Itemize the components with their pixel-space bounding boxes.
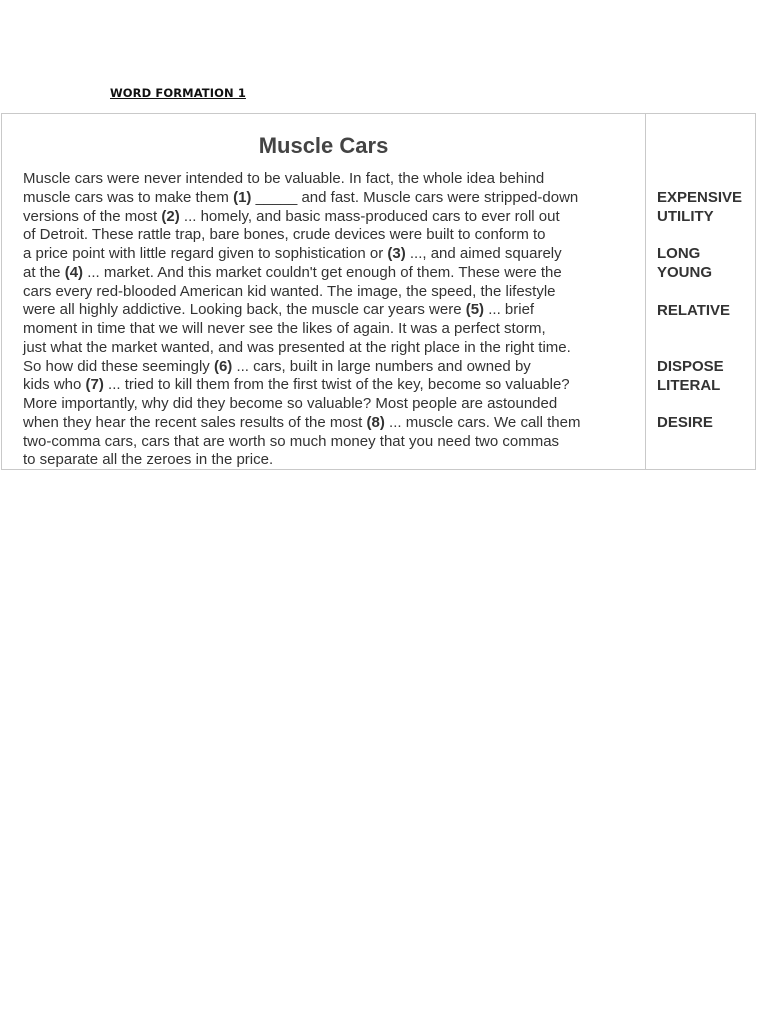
exercise-table [1,113,756,470]
gap-number: (8) [366,413,385,431]
passage-text-segment: ... cars, built in large numbers and owned by [232,357,531,375]
passage-text-segment: to separate all the zeroes in the price. [23,451,274,469]
word-bank-item: LONG [657,245,701,263]
passage-line [23,414,638,433]
passage-text-segment: ... homely, and basic mass-produced cars to ever roll out [179,207,560,225]
gap-number: (2) [161,207,180,225]
passage-text-segment: when they hear the recent sales results of the most [23,413,367,431]
gap-number: (7) [85,376,104,394]
passage-title: Muscle Cars [258,133,389,158]
passage-line [23,358,638,377]
passage-line [23,339,638,358]
passage-text-segment: of Detroit. These rattle trap, bare bones, crude devices were built to conform to [23,226,546,244]
passage-text-segment: ..., and aimed squarely [405,245,562,262]
passage-text-segment: muscle cars was to make them [23,188,234,206]
gap-number: (5) [465,301,485,319]
passage-text-segment: More importantly, why did they become so valuable? Most people are astounded [23,395,558,412]
word-bank-item: EXPENSIVE [657,189,743,206]
passage-text-segment: ... tried to kill them from the first twist of the key, become so valuable? [103,376,570,394]
passage-text-segment: versions of the most [23,207,162,225]
passage-line [23,245,638,264]
passage-text-segment: were all highly addictive. Looking back, the muscle car years were [23,301,466,319]
passage-line [23,264,638,283]
passage-line [23,170,638,189]
passage-line [23,189,638,208]
worksheet-heading: WORD FORMATION 1 [110,86,246,100]
passage-text-segment: So how did these seemingly [23,357,214,375]
passage-text-segment: cars every red-blooded American kid wanted. The image, the speed, the lifestyle [23,282,556,300]
passage-line [23,226,638,245]
word-bank-item: DESIRE [657,414,713,431]
passage-line [23,395,638,414]
gap-number: (4) [64,263,84,281]
gap-number: (1) [233,188,252,206]
passage-text-segment: _____ and fast. Muscle cars were stripped-down [251,188,579,206]
column-divider [645,114,646,469]
passage-text-segment: Muscle cars were never intended to be valuable. In fact, the whole idea behind [23,170,545,187]
passage-line [23,433,638,452]
passage-line [23,320,638,339]
passage-text-segment: a price point with little regard given to sophistication or [23,245,388,262]
passage-line [23,451,638,470]
word-bank-item: RELATIVE [657,301,731,319]
passage-text-segment: just what the market wanted, and was presented at the right place in the right time. [23,338,571,356]
word-bank-item: DISPOSE [657,357,724,375]
gap-number: (3) [387,245,406,262]
passage-text-segment: ... market. And this market couldn't get enough of them. These were the [83,263,562,281]
passage-line [23,208,638,227]
passage-text [23,170,638,470]
passage-text-segment: ... muscle cars. We call them [384,413,581,431]
word-bank-item: LITERAL [657,376,721,394]
passage-text-segment: moment in time that we will never see the likes of again. It was a perfect storm, [23,320,546,337]
word-bank-item: YOUNG [657,264,713,281]
word-bank-item: UTILITY [657,207,714,225]
passage-text-segment: two-comma cars, cars that are worth so much money that you need two commas [23,432,560,450]
passage-line [23,283,638,302]
passage-text-segment: ... brief [484,301,535,319]
passage-text-segment: at the [23,263,65,281]
passage-line [23,376,638,395]
passage-text-segment: kids who [23,376,86,394]
passage-line [23,301,638,320]
gap-number: (6) [213,357,233,375]
